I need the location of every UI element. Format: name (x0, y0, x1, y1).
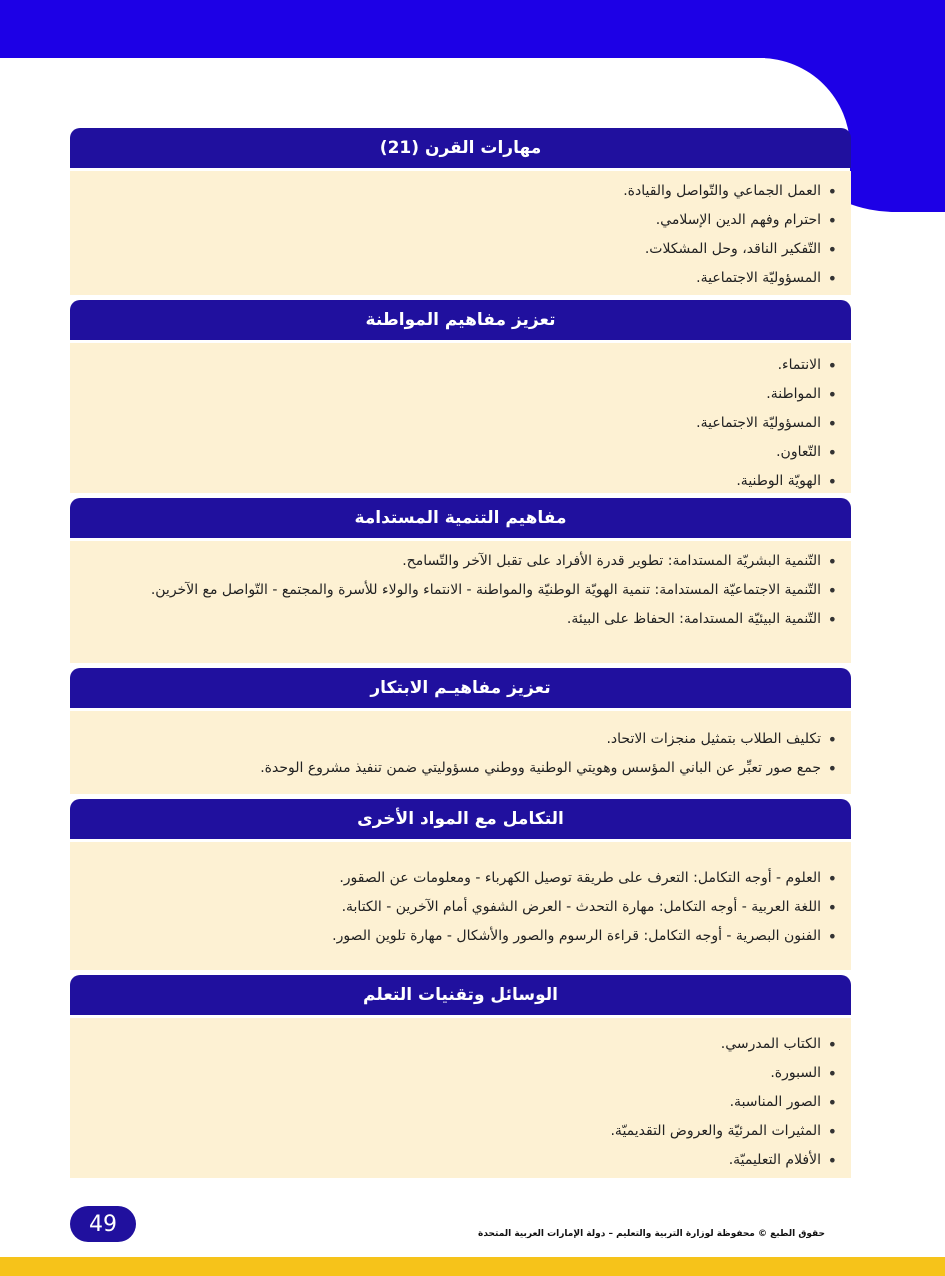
section-title: مهارات القرن (21) (70, 128, 851, 168)
list-item: • التّفكير الناقد، وحل المشكلات. (82, 235, 837, 264)
section-title: مفاهيم التنمية المستدامة (70, 498, 851, 538)
section-body (70, 171, 851, 295)
section-body (70, 541, 851, 663)
list-item: • الهويّة الوطنية. (82, 467, 837, 496)
section-title: تعزيز مفاهيـم الابتكار (70, 668, 851, 708)
list-item: • الانتماء. (82, 351, 837, 380)
section-title: تعزيز مفاهيم المواطنة (70, 300, 851, 340)
section-body (70, 343, 851, 493)
list-item: • تكليف الطلاب بتمثيل منجزات الاتحاد. (82, 725, 837, 754)
section-learning-tools (70, 975, 851, 1178)
list-item: • الكتاب المدرسي. (82, 1030, 837, 1059)
section-21st-century-skills (70, 128, 851, 295)
bottom-decorative-band (0, 1257, 945, 1276)
list-item: • التّنمية الاجتماعيّة المستدامة: تنمية الهويّة الوطنيّة والمواطنة - الانتماء والولاء للأسرة والمجتمع - التّواصل مع الآخرين. (82, 576, 837, 605)
copyright-notice: حقوق الطبع © محفوظة لوزارة التربية والتعليم – دولة الإمارات العربية المتحدة (478, 1229, 825, 1239)
list-item: • الصور المناسبة. (82, 1088, 837, 1117)
section-body (70, 842, 851, 970)
list-item: • التّعاون. (82, 438, 837, 467)
list-item: • التّنمية البيئيّة المستدامة: الحفاظ على البيئة. (82, 605, 837, 634)
list-item: • احترام وفهم الدين الإسلامي. (82, 206, 837, 235)
list-item: • جمع صور تعبِّر عن الباني المؤسس وهويتي الوطنية ووطني مسؤوليتي ضمن تنفيذ مشروع الوحدة. (82, 754, 837, 783)
list-item: • المسؤوليّة الاجتماعية. (82, 264, 837, 293)
list-item: • السبورة. (82, 1059, 837, 1088)
section-body (70, 1018, 851, 1178)
list-item: • اللغة العربية - أوجه التكامل: مهارة التحدث - العرض الشفوي أمام الآخرين - الكتابة. (82, 893, 837, 922)
page-number: 49 (70, 1206, 136, 1242)
section-subject-integration (70, 799, 851, 970)
list-item: • العلوم - أوجه التكامل: التعرف على طريقة توصيل الكهرباء - ومعلومات عن الصقور. (82, 864, 837, 893)
list-item: • المسؤوليّة الاجتماعية. (82, 409, 837, 438)
section-innovation (70, 668, 851, 794)
list-item: • العمل الجماعي والتّواصل والقيادة. (82, 177, 837, 206)
section-citizenship (70, 300, 851, 493)
section-sustainable-development (70, 498, 851, 663)
list-item: • الفنون البصرية - أوجه التكامل: قراءة الرسوم والصور والأشكال - مهارة تلوين الصور. (82, 922, 837, 951)
lesson-sections (70, 128, 851, 1183)
section-body (70, 711, 851, 794)
section-title: التكامل مع المواد الأخرى (70, 799, 851, 839)
list-item: • التّنمية البشريّة المستدامة: تطوير قدرة الأفراد على تقبل الآخر والتّسامح. (82, 547, 837, 576)
list-item: • المثيرات المرئيّة والعروض التقديميّة. (82, 1117, 837, 1146)
list-item: • المواطنة. (82, 380, 837, 409)
section-title: الوسائل وتقنيات التعلم (70, 975, 851, 1015)
list-item: • الأفلام التعليميّة. (82, 1146, 837, 1175)
